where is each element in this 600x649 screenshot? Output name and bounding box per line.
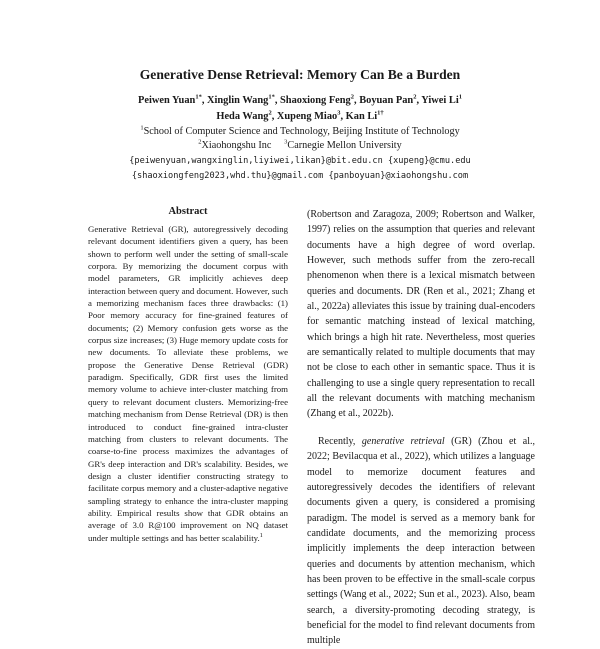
abstract-text: Generative Retrieval (GR), autoregressively decoding relevant document identifiers given a query, has been shown to perform well under the setting of small-scale corpora. By memorizing the document corpus with model parameters, GR implicitly achieves deep interaction between query and document. However, such a memorizing mechanism faces three drawbacks: (1) Poor memory accuracy for fine-grained features of documents; (2) Memory confusion gets worse as the corpus size increases; (3) Huge memory update costs for new documents. To alleviate these problems, we propose the Generative Dense Retrieval (GDR) paradigm. Specifically, GDR first uses the limited memory volume to achieve inter-cluster matching from query to relevant document clusters. Memorizing-free matching mechanism from Dense Retrieval (DR) is then introduced to conduct fine-grained intra-cluster matching from clusters to relevant documents. The coarse-to-fine process maximizes the advantages of GR's deep interaction and DR's scalability. Besides, we design a cluster identifier constructing strategy to facilitate corpus memory and a cluster-adaptive negative sampling strategy to enhance the intra-cluster mapping ability. Empirical results show that GDR obtains an average of 3.0 R@100 improvement on NQ dataset under multiple settings and has better scalability. xyxy=(88,224,288,543)
author-name: , Yiwei Li xyxy=(416,95,459,106)
footnote-mark: 1 xyxy=(259,531,263,539)
abstract-heading: Abstract xyxy=(168,206,208,217)
author-name: , Shaoxiong Feng xyxy=(274,95,351,106)
paragraph-rest: (GR) (Zhou et al., 2022; Bevilacqua et al., 2022), which utilizes a language model to memorize document features and autoregressively decodes the identifiers of relevant documents given a query, is considered a promising paradigm. The model is served as a memory bank for candidate documents, and the memorizing process implicitly implements the deep interaction between queries and documents by attention mechanism, which has been proven to be effective in the small-scale corpus settings (Wang et al., 2022; Sun et al., 2023). Also, beam search, a diversity-promoting decoding strategy, is beneficial for the model to find relevant documents from multiple xyxy=(307,435,535,647)
affiliation-mark: 1 xyxy=(140,124,144,132)
author-mark: 2 xyxy=(350,93,355,101)
author-name: , Boyuan Pan xyxy=(354,95,414,106)
author-name: , Xinglin Wang xyxy=(201,95,269,106)
author-name: Peiwen Yuan xyxy=(138,95,196,106)
author-name: , Xupeng Miao xyxy=(271,111,338,122)
affiliation-text: School of Computer Science and Technology, Beijing Institute of Technology xyxy=(143,126,460,137)
emphasized-term: generative retrieval xyxy=(361,435,445,447)
affiliation-1 xyxy=(0,126,600,138)
author-mark: 1† xyxy=(377,109,384,117)
paper-title: Generative Dense Retrieval: Memory Can Be a Burden xyxy=(139,67,461,82)
author-line-1 xyxy=(0,95,600,107)
author-mark: 2 xyxy=(268,109,272,117)
affiliation-2-3 xyxy=(0,140,600,152)
body-column-right xyxy=(307,207,535,647)
author-mark: 1* xyxy=(268,93,275,101)
paragraph-lead: Recently, xyxy=(318,435,362,447)
affiliation-mark: 2 xyxy=(198,138,202,146)
abstract-body xyxy=(88,223,288,603)
affiliation-text: Xiaohongshu Inc xyxy=(201,140,272,151)
affiliation-mark: 3 xyxy=(284,138,288,146)
email-line-1: {peiwenyuan,wangxinglin,liyiwei,likan}@bit.edu.cn {xupeng}@cmu.edu xyxy=(129,156,471,166)
affiliation-text: Carnegie Mellon University xyxy=(287,140,402,151)
email-line-2: {shaoxiongfeng2023,whd.thu}@gmail.com {panboyuan}@xiaohongshu.com xyxy=(131,171,469,181)
author-name: , Kan Li xyxy=(340,111,378,122)
author-mark: 1 xyxy=(458,93,462,101)
paragraph: (Robertson and Zaragoza, 2009; Robertson and Walker, 1997) relies on the assumption that queries and relevant documents have a high degree of word overlap. However, such methods suffer from the zero-recall phenomenon when there is a lexical mismatch between queries and documents. DR (Ren et al., 2021; Zhang et al., 2022a) alleviates this issue by training dual-encoders for semantic matching instead of lexical matching, which brings a high hit rate. Nevertheless, most queries are semantically related to multiple documents that may not be close to each other in semantic space. Thus it is challenging to use a single query representation to recall all the relevant documents with matching mechanism (Zhang et al., 2022b). xyxy=(307,209,535,420)
author-name: Heda Wang xyxy=(216,111,269,122)
author-mark: 2 xyxy=(413,93,417,101)
author-mark: 1* xyxy=(195,93,202,101)
author-mark: 3 xyxy=(337,109,341,117)
author-line-2 xyxy=(0,111,600,123)
paragraph xyxy=(307,434,535,649)
